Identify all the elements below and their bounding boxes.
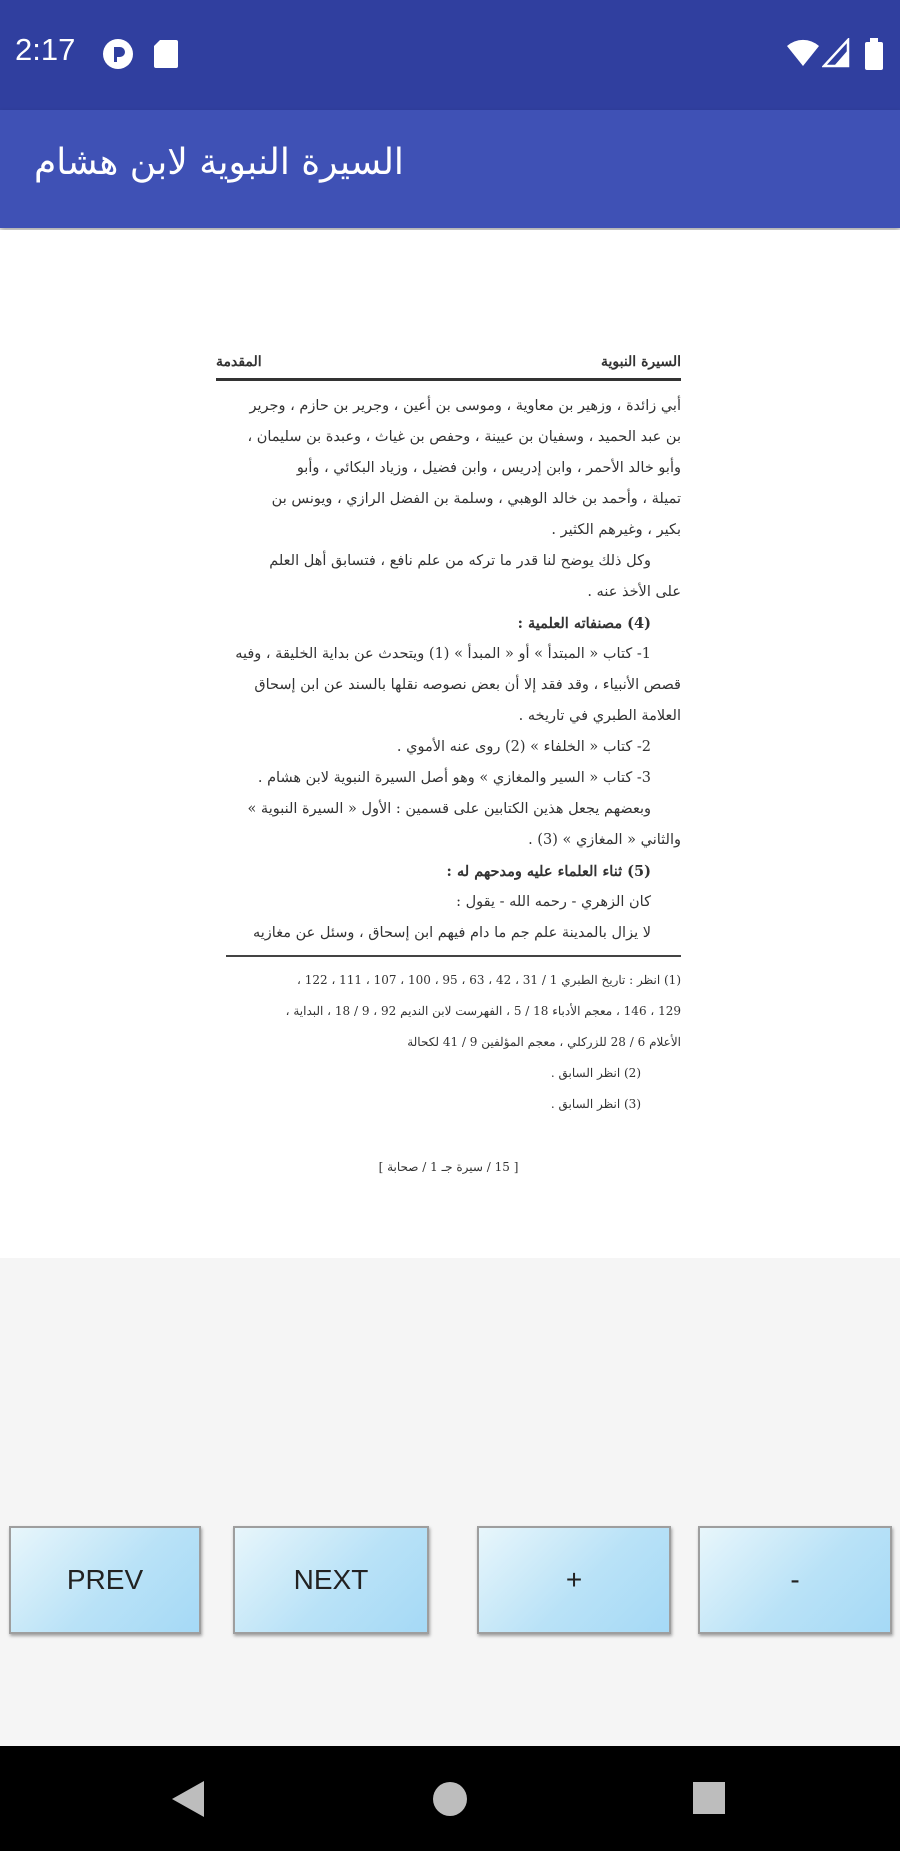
- home-icon[interactable]: [432, 1781, 468, 1821]
- battery-icon: [864, 38, 884, 74]
- zoom-in-button[interactable]: +: [477, 1526, 671, 1634]
- page-text-line: وأبو خالد الأحمر ، وابن إدريس ، وابن فضيل ، وزياد البكائي ، وأبو: [296, 460, 681, 476]
- page-text-line: أبي زائدة ، وزهير بن معاوية ، وموسى بن أعين ، وجرير بن حازم ، وجرير: [249, 398, 681, 414]
- page-header-section: المقدمة: [216, 354, 262, 370]
- page-text-line: وبعضهم يجعل هذين الكتابين على قسمين : الأول « السيرة النبوية »: [247, 801, 651, 817]
- prev-button[interactable]: PREV: [9, 1526, 201, 1634]
- pocket-casts-icon: [102, 38, 134, 74]
- signal-icon: [822, 38, 850, 72]
- footnote-line: 129 ، 146 ، معجم الأدباء 18 / 5 ، الفهرست لابن النديم 92 ، 9 / 18 ، البداية ،: [285, 1004, 681, 1018]
- page-text-line: على الأخذ عنه .: [587, 584, 681, 600]
- recents-icon[interactable]: [692, 1781, 726, 1819]
- wifi-icon: [786, 38, 820, 72]
- app-title: السيرة النبوية لابن هشام: [34, 142, 404, 183]
- zoom-out-button[interactable]: -: [698, 1526, 892, 1634]
- page-text-line: بكير ، وغيرهم الكثير .: [551, 522, 681, 538]
- page-header: [216, 350, 681, 376]
- control-buttons: [0, 1526, 900, 1634]
- next-button[interactable]: NEXT: [233, 1526, 429, 1634]
- footnote-line: (3) انظر السابق .: [550, 1097, 641, 1111]
- footnote-divider: [226, 955, 681, 957]
- page-section-heading: (4) مصنفاته العلمية :: [517, 615, 651, 632]
- page-text-line: تميلة ، وأحمد بن خالد الوهبي ، وسلمة بن الفضل الرازي ، ويونس بن: [271, 491, 681, 507]
- page-text-line: 3- كتاب « السير والمغازي » وهو أصل السيرة النبوية لابن هشام .: [257, 770, 651, 786]
- footnote-line: (1) انظر : تاريخ الطبري 1 / 31 ، 42 ، 63 ، 95 ، 100 ، 107 ، 111 ، 122 ،: [297, 973, 681, 987]
- scanned-page: [216, 350, 681, 1174]
- page-text-line: العلامة الطبري في تاريخه .: [518, 708, 681, 724]
- status-bar: [0, 0, 900, 110]
- sd-card-icon: [152, 38, 180, 74]
- page-text-line: بن عبد الحميد ، وسفيان بن عيينة ، وحفص بن غياث ، وعبدة بن سليمان ،: [247, 429, 681, 445]
- back-icon[interactable]: [170, 1779, 206, 1823]
- page-text-line: لا يزال بالمدينة علم جم ما دام فيهم ابن إسحاق ، وسئل عن مغازيه: [252, 925, 651, 941]
- page-text-line: 2- كتاب « الخلفاء » (2) روى عنه الأموي .: [396, 739, 651, 755]
- app-bar: [0, 110, 900, 228]
- system-nav-bar: [0, 1746, 900, 1851]
- footnote-line: الأعلام 6 / 28 للزركلي ، معجم المؤلفين 9 / 41 لكحالة: [407, 1035, 681, 1049]
- page-text-line: 1- كتاب « المبتدأ » أو « المبدأ » (1) ويتحدث عن بداية الخليقة ، وفيه: [235, 646, 651, 662]
- page-header-book-title: السيرة النبوية: [600, 354, 681, 370]
- page-text-line: كان الزهري - رحمه الله - يقول :: [456, 894, 651, 910]
- page-text-line: والثاني « المغازي » (3) .: [528, 832, 681, 848]
- page-section-heading: (5) ثناء العلماء عليه ومدحهم له :: [446, 863, 651, 880]
- book-page-view[interactable]: [0, 230, 900, 1258]
- page-text-line: قصص الأنبياء ، وقد فقد إلا أن بعض نصوصه نقلها بالسند عن ابن إسحاق: [254, 677, 681, 693]
- page-text-line: وكل ذلك يوضح لنا قدر ما تركه من علم نافع ، فتسابق أهل العلم: [269, 553, 651, 569]
- status-time: 2:17: [15, 32, 76, 67]
- page-footer: [ 15 / سيرة جـ 1 / صحابة ]: [378, 1160, 519, 1174]
- footnote-line: (2) انظر السابق .: [550, 1066, 641, 1080]
- header-divider: [216, 378, 681, 381]
